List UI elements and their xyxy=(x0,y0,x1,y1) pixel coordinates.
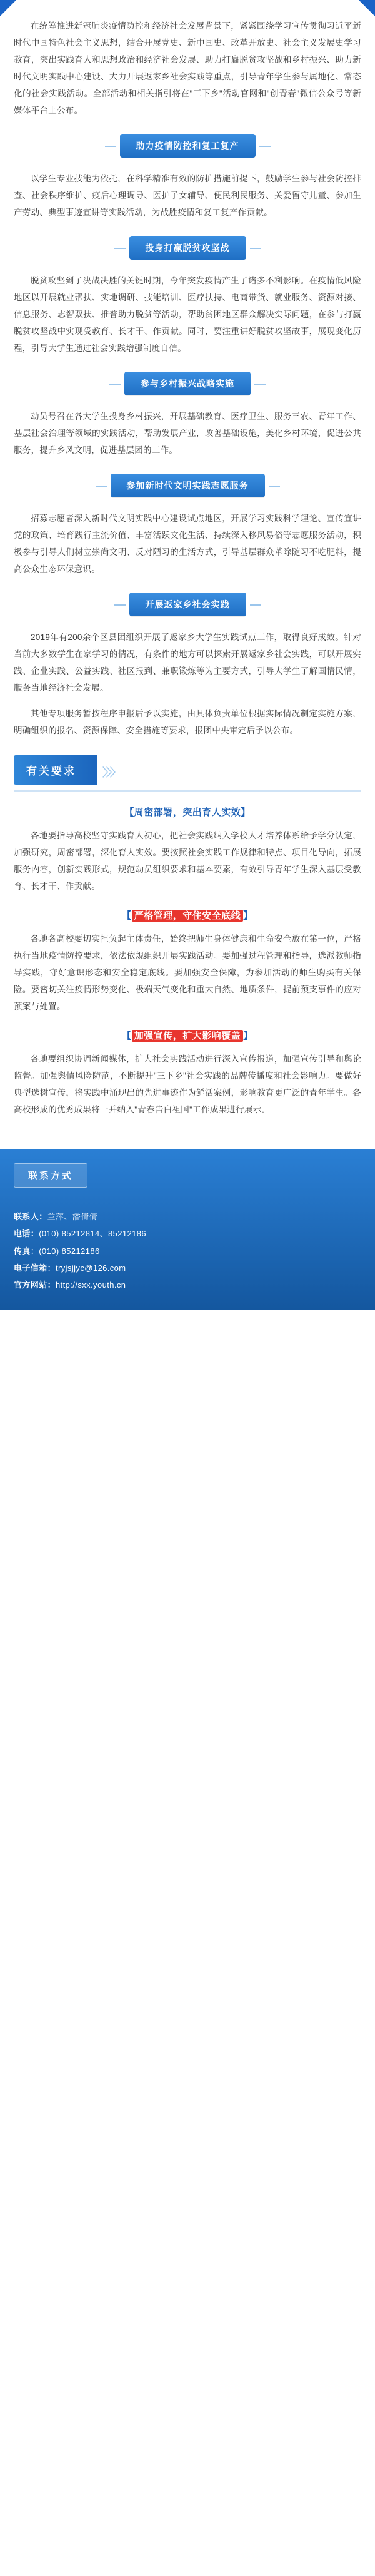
requirement-1-paragraph: 各地要指导高校坚守实践育人初心，把社会实践纳入学校人才培养体系给予学分认定，加强研究，周密部署，深化育人实效。要按照社会实践工作规律和特点、项目化导向，拓展服务内容，创新实践形式，规范动员组织要求和基本要素，有效引导青年学生深入基层受教育、长才干、作贡献。 xyxy=(14,831,361,891)
contact-label: 官方网站： xyxy=(14,1280,56,1290)
section-1-paragraph: 以学生专业技能为依托，在科学精准有效的防护措施前提下，鼓励学生参与社会防控排查、社会秩序维护、疫后心理调导、医护子女辅导、便民利民服务、关爱留守儿童、参加生产劳动、典型事迹宣讲等实践活动，为战胜疫情和复工复产作贡献。 xyxy=(14,174,361,217)
requirement-heading-2 xyxy=(14,909,361,922)
section-heading-label: 参与乡村振兴战略实施 xyxy=(124,372,251,395)
contact-line-email xyxy=(0,1260,375,1276)
requirement-2-paragraph: 各地各高校要切实担负起主体责任，始终把师生身体健康和生命安全放在第一位，严格执行当地疫情防控要求，依法依规组织开展实践活动。要加强过程管理和指导，选派教师指导实践，守好意识形态和安全稳定底线。要加强安全保障，为参加活动的师生购买有关保险。要密切关注疫情形势变化、极端天气变化和重大自然、地质条件，提前预支事件的应对预案与处置。 xyxy=(14,934,361,1011)
requirements-banner xyxy=(14,755,361,784)
chevron-right-icon: 〉〉〉 xyxy=(102,766,119,779)
requirement-3-paragraph: 各地要组织协调新闻媒体，扩大社会实践活动进行深入宣传报道，加强宣传引导和舆论监督。加强舆情风险防范，不断提升"三下乡"社会实践的品牌传播度和社会影响力。要做好典型选树宣传，将实践中涌现出的先进事迹作为鲜活案例，影响教育更广泛的青年学生。各高校形成的优秀成果将一并纳入"青春告白祖国"工作成果进行展示。 xyxy=(14,1054,361,1114)
bracket-right: 】 xyxy=(243,1031,253,1041)
requirement-heading-text: 周密部署，突出育人实效 xyxy=(134,807,241,818)
bracket-left: 【 xyxy=(122,1031,132,1041)
section-heading-label: 参加新时代文明实践志愿服务 xyxy=(111,474,265,497)
closing-paragraph: 其他专项服务暂按程序申报后予以实施，由具体负责单位根据实际情况制定实施方案，明确组织的报名、资源保障、安全措施等要求，报团中央审定后予以公布。 xyxy=(14,709,361,735)
corner-wedge-top-left-icon xyxy=(0,0,16,16)
contact-line-fax xyxy=(0,1243,375,1260)
section-heading-5 xyxy=(14,593,361,616)
contact-line-person xyxy=(0,1208,375,1225)
section-5-paragraph: 2019年有200余个区县团组织开展了返家乡大学生实践试点工作，取得良好成效。针对当前大多数学生在家学习的情况，有条件的地方可以探索开展返家乡社会实践，可以开展实践、企业实践、公益实践、社区报到、兼职锻炼等为主要方式，引导大学生了解国情民情，服务当地经济社会发展。 xyxy=(14,633,361,693)
contact-label: 电子信箱： xyxy=(14,1263,56,1273)
bracket-left: 【 xyxy=(124,807,134,818)
contact-section xyxy=(0,1149,375,1310)
section-heading-3 xyxy=(14,372,361,395)
section-heading-label: 投身打赢脱贫攻坚战 xyxy=(129,236,246,260)
contact-label: 电话： xyxy=(14,1229,39,1239)
contact-value: 兰萍、潘倩倩 xyxy=(47,1212,98,1221)
contact-label: 传真： xyxy=(14,1246,39,1256)
requirements-banner-title: 有关要求 xyxy=(14,755,98,785)
requirement-heading-text: 加强宣传，扩大影响覆盖 xyxy=(132,1030,244,1042)
contact-label: 联系人： xyxy=(14,1212,48,1221)
contact-line-phone xyxy=(0,1225,375,1242)
requirement-heading-text: 严格管理，守住安全底线 xyxy=(132,910,244,922)
contact-value: (010) 85212814、85212186 xyxy=(39,1229,147,1239)
contact-value[interactable]: tryjsjjyc@126.com xyxy=(56,1263,126,1273)
section-heading-4 xyxy=(14,474,361,497)
bracket-right: 】 xyxy=(243,910,253,921)
contact-section-title: 联系方式 xyxy=(14,1163,88,1188)
section-heading-label: 开展返家乡社会实践 xyxy=(129,593,246,616)
bracket-right: 】 xyxy=(241,807,251,818)
bracket-left: 【 xyxy=(122,910,132,921)
section-heading-2 xyxy=(14,236,361,260)
contact-value[interactable]: http://sxx.youth.cn xyxy=(56,1280,126,1290)
document-body xyxy=(0,0,375,1131)
contact-line-website xyxy=(0,1276,375,1293)
section-2-paragraph: 脱贫攻坚到了决战决胜的关键时期，今年突发疫情产生了诸多不利影响。在疫情低风险地区以开展就业帮扶、实地调研、技能培训、医疗扶持、电商带货、就业服务、资源对接、信息服务、志智双扶、推普助力脱贫等活动，帮助贫困地区群众解决实际问题，在参与打赢脱贫攻坚战中实现受教育、长才干、作贡献。同时，要注重讲好脱贫攻坚故事，展现变化历程，引导大学生通过社会实践增强制度自信。 xyxy=(14,276,361,353)
section-heading-1 xyxy=(14,134,361,158)
section-4-paragraph: 招募志愿者深入新时代文明实践中心建设试点地区，开展学习实践科学理论、宣传宣讲党的政策、培育践行主流价值、丰富活跃文化生活、持续深入移风易俗等志愿服务活动，积极参与引导人们树立崇尚文明、反对陋习的生活方式，引导基层群众革除随习不吃肥料，提高公众生态环保意识。 xyxy=(14,514,361,574)
section-heading-label: 助力疫情防控和复工复产 xyxy=(120,134,256,158)
bottom-spacer xyxy=(14,1127,361,1131)
corner-wedge-top-right-icon xyxy=(359,0,375,16)
requirement-heading-1 xyxy=(14,805,361,818)
requirement-heading-3 xyxy=(14,1029,361,1042)
section-3-paragraph: 动员号召在各大学生投身乡村振兴，开展基础教育、医疗卫生、服务三农、青年工作、基层社会治理等领域的实践活动，帮助发展产业，改善基础设施，美化乡村环境，促进公共服务，提升乡风文明，促进基层团的工作。 xyxy=(14,412,361,455)
intro-paragraph: 在统筹推进新冠肺炎疫情防控和经济社会发展背景下，紧紧围绕学习宣传贯彻习近平新时代中国特色社会主义思想，结合开展党史、新中国史、改革开放史、社会主义发展史学习教育，突出实践育人和思想政治和经济社会发展、助力打赢脱贫攻坚战和乡村振兴、助力新时代文明实践中心建设、大力开展返家乡社会实践等重点，引导青年学生参与属地化、常态化的社会实践活动。全部活动和相关指引将在"三下乡"活动官网和"创青春"微信公众号等新媒体平台上公布。 xyxy=(14,21,361,115)
contact-value: (010) 85212186 xyxy=(39,1246,100,1256)
requirements-divider xyxy=(14,790,361,792)
